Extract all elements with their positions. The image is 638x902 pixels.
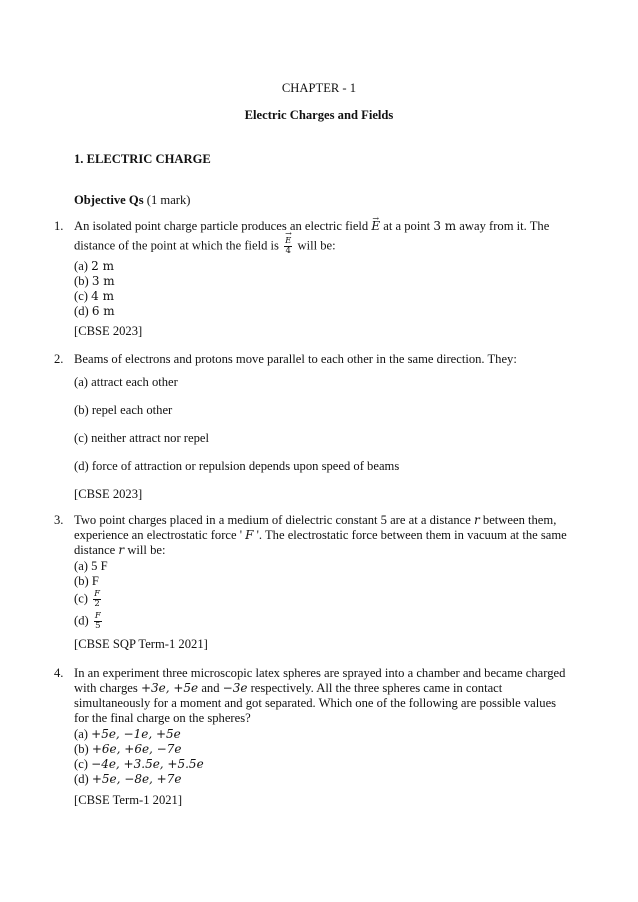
question-text-line xyxy=(74,513,556,528)
option-value: +5e, −1e, +5e xyxy=(91,727,181,741)
fraction xyxy=(284,237,292,256)
question-number: 4. xyxy=(54,666,64,680)
text-run: will be: xyxy=(127,543,166,557)
section-heading: 1. ELECTRIC CHARGE xyxy=(74,152,211,166)
option-a xyxy=(74,727,181,742)
option-d xyxy=(74,304,115,319)
text-run: at a point xyxy=(383,219,431,233)
option-label: (d) xyxy=(74,613,89,628)
option-value: −4e, +3.5e, +5.5e xyxy=(91,757,204,771)
option-label: (d) xyxy=(74,772,89,786)
option-label: (b) xyxy=(74,274,89,288)
option-value: F xyxy=(91,574,99,588)
fraction-denominator: 2 xyxy=(94,599,100,609)
fraction-denominator: 4 xyxy=(285,246,291,256)
objective-label: Objective Qs xyxy=(74,193,144,207)
question-number: 2. xyxy=(54,352,64,366)
option-d xyxy=(74,612,104,631)
option-c xyxy=(74,590,103,609)
option-label: (c) xyxy=(74,757,88,771)
text-run: experience an electrostatic force ' xyxy=(74,528,242,542)
option-b xyxy=(74,274,115,289)
option-c xyxy=(74,289,114,304)
option-d xyxy=(74,772,181,787)
text-run: distance of the point at which the field is xyxy=(74,238,279,253)
question-source: [CBSE SQP Term-1 2021] xyxy=(74,637,208,651)
fraction-numerator: → E xyxy=(284,237,292,247)
question-text-line xyxy=(74,543,165,558)
force-symbol: F xyxy=(245,528,254,542)
question-text-line xyxy=(74,528,567,543)
question-source: [CBSE Term-1 2021] xyxy=(74,793,183,807)
option-b: (b) repel each other xyxy=(74,403,173,417)
question-text-line: simultaneously for a moment and got separated. Which one of the following are possible values xyxy=(74,696,557,710)
option-label: (a) xyxy=(74,559,88,573)
option-label: (a) xyxy=(74,259,88,273)
fraction xyxy=(93,590,101,609)
option-label: (d) xyxy=(74,304,89,318)
option-b xyxy=(74,574,99,589)
option-label: (a) xyxy=(74,727,88,741)
option-value: 5 F xyxy=(91,559,108,573)
question-number: 1. xyxy=(54,219,64,233)
fraction-numerator: F xyxy=(94,589,101,599)
text-run: between them, xyxy=(482,513,557,527)
text-run: An isolated point charge particle produces an electric field xyxy=(74,219,369,233)
question-source: [CBSE 2023] xyxy=(74,324,143,338)
option-c xyxy=(74,757,204,772)
option-b xyxy=(74,742,181,757)
text-run: respectively. All the three spheres came in contact xyxy=(250,681,503,695)
question-text-line xyxy=(74,681,502,696)
text-run: '. The electrostatic force between them in vacuum at the same xyxy=(256,528,567,542)
charge-values: +3e, +5e xyxy=(140,681,199,695)
question-text-line xyxy=(74,219,549,234)
option-a xyxy=(74,259,114,274)
option-d: (d) force of attraction or repulsion depends upon speed of beams xyxy=(74,459,400,473)
option-value: 4 m xyxy=(91,289,114,303)
option-c: (c) neither attract nor repel xyxy=(74,431,209,445)
distance-value: 3 m xyxy=(433,219,457,233)
fraction-numerator: F xyxy=(94,611,101,621)
charge-value: −3e xyxy=(222,681,248,695)
distance-symbol: r xyxy=(474,513,480,527)
question-text-line: Beams of electrons and protons move parallel to each other in the same direction. They: xyxy=(74,352,517,366)
option-label: (b) xyxy=(74,574,89,588)
objective-marks: (1 mark) xyxy=(146,193,191,207)
text-run: and xyxy=(201,681,220,695)
option-value: 2 m xyxy=(91,259,114,273)
question-text-line: for the final charge on the spheres? xyxy=(74,711,251,725)
option-value: 3 m xyxy=(91,274,115,288)
fraction xyxy=(94,612,102,631)
option-label: (b) xyxy=(74,742,89,756)
question-source: [CBSE 2023] xyxy=(74,487,143,501)
option-label: (c) xyxy=(74,591,88,606)
question-text-line xyxy=(74,237,336,256)
distance-symbol: r xyxy=(118,543,125,557)
option-label: (c) xyxy=(74,289,88,303)
text-run: Two point charges placed in a medium of dielectric constant 5 are at a distance xyxy=(74,513,471,527)
fraction-denominator: 5 xyxy=(95,621,101,631)
option-a xyxy=(74,559,108,574)
option-value: 6 m xyxy=(91,304,115,318)
text-run: will be: xyxy=(297,238,336,253)
option-a: (a) attract each other xyxy=(74,375,178,389)
field-symbol: → E xyxy=(371,219,380,234)
chapter-title: Electric Charges and Fields xyxy=(244,108,394,122)
objective-heading xyxy=(74,193,190,208)
text-run: with charges xyxy=(74,681,138,695)
text-run: away from it. The xyxy=(459,219,550,233)
question-number: 3. xyxy=(54,513,64,527)
text-run: distance xyxy=(74,543,116,557)
option-value: +5e, −8e, +7e xyxy=(91,772,182,786)
question-text-line: In an experiment three microscopic latex spheres are sprayed into a chamber and became charged xyxy=(74,666,566,680)
chapter-number: CHAPTER - 1 xyxy=(281,81,357,95)
option-value: +6e, +6e, −7e xyxy=(91,742,182,756)
